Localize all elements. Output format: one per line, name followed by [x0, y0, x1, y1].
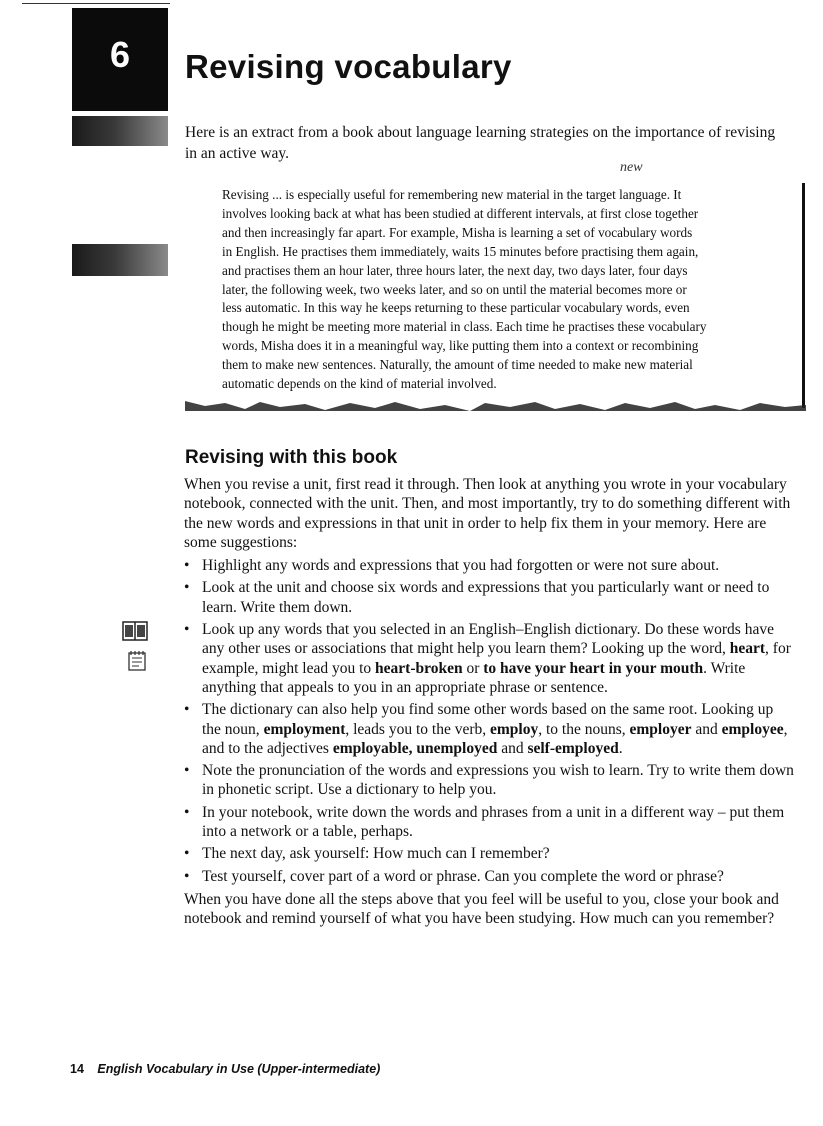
tip-text: . — [618, 739, 623, 757]
tip-text: , for example, might lead you to — [202, 640, 791, 677]
quote-line: Revising ... is especially useful for remembering new material in the target language. It — [222, 187, 682, 202]
page-footer — [70, 1062, 380, 1076]
tip-text: , to the nouns, — [538, 720, 630, 738]
handwritten-note: new — [620, 160, 643, 175]
key-word: employable, unemployed — [332, 739, 498, 757]
list-item — [184, 761, 794, 800]
key-word: employ — [490, 720, 539, 738]
intro-marker-bar — [72, 116, 168, 146]
section-closing: When you have done all the steps above that you feel will be useful to you, close your book and notebook and remind yourself of what you have been studying. How much can you remember? — [184, 890, 779, 928]
tip-text: , leads you to the verb, — [345, 720, 490, 738]
list-item — [184, 556, 794, 575]
quote-line: and practises them an hour later, three hours later, the next day, two days later, four days — [222, 262, 688, 278]
tip-text: In your notebook, write down the words and phrases from a unit in a different way – put them into a network or a table, perhaps. — [202, 803, 785, 841]
tip-text: Look at the unit and choose six words and expressions that you particularly want or need to learn. Write them down. — [202, 579, 770, 616]
torn-edge-divider — [185, 397, 806, 415]
key-word: employee — [721, 720, 784, 738]
key-word: employment — [263, 720, 346, 738]
section-lead: When you revise a unit, first read it through. Then look at anything you wrote in your vocabulary notebook, connected with the unit. Then, and most importantly, try to do something different with the new words and expressions in that unit in order to help fix them in your memory. Here are some suggestions: — [184, 476, 791, 551]
notebook-icon — [126, 650, 148, 672]
tip-text: Test yourself, cover part of a word or phrase. Can you complete the word or phrase? — [202, 867, 724, 885]
list-item — [184, 578, 794, 617]
list-item — [184, 844, 794, 863]
key-word: to have your heart in your mouth — [483, 659, 704, 677]
key-word: employer — [629, 720, 692, 738]
tip-text: and — [497, 739, 528, 757]
key-word: heart-broken — [375, 659, 463, 677]
list-item — [184, 700, 794, 758]
tip-text: The next day, ask yourself: How much can I remember? — [202, 845, 550, 863]
dictionary-icon — [122, 620, 148, 642]
quote-line: though he might be meeting more material in class. Each time he practises these vocabulary — [222, 319, 707, 335]
section-body — [184, 475, 794, 929]
key-word: heart — [729, 640, 766, 658]
list-item — [184, 867, 794, 886]
tip-text: Highlight any words and expressions that you had forgotten or were not sure about. — [202, 557, 720, 575]
tip-text: and — [691, 720, 722, 738]
list-item — [184, 620, 794, 697]
book-title: English Vocabulary in Use (Upper-intermediate) — [97, 1062, 381, 1076]
page-title: Revising vocabulary — [185, 48, 512, 85]
quote-side-rule — [802, 183, 805, 408]
list-item — [184, 803, 794, 842]
section-heading: Revising with this book — [185, 447, 398, 468]
quote-line: words, Misha does it in a meaningful way, like putting them into a context or recombining — [222, 338, 699, 354]
tip-text: Look up any words that you selected in an English–English dictionary. Do these words have any other uses or associations that might help you learn them? Looking up the word, — [202, 621, 774, 658]
top-rule — [22, 3, 170, 4]
suggestion-list — [184, 556, 794, 886]
key-word: self-employed — [527, 739, 619, 757]
unit-number: 6 — [109, 33, 131, 75]
intro-text: Here is an extract from a book about language learning strategies on the importance of revising in an active way. — [185, 124, 776, 162]
quote-extract — [222, 186, 786, 394]
page-number: 14 — [70, 1062, 84, 1076]
tip-text: The dictionary can also help you find some other words based on the same root. Looking up the noun, — [202, 701, 774, 738]
tip-text: , and to the adjectives — [202, 720, 788, 757]
quote-line: and then increasingly far apart. For example, Misha is learning a set of vocabulary words — [222, 224, 693, 240]
tip-text: or — [462, 659, 484, 677]
quote-line: less automatic. In this way he keeps returning to these particular vocabulary words, even — [222, 300, 690, 316]
tip-text: . Write anything that appeals to you in an appropriate phrase or sentence. — [202, 659, 746, 696]
quote-line: involves looking back at what has been studied at different intervals, at first close together — [222, 205, 699, 221]
quote-line: automatic depends on the kind of material involved. — [222, 376, 497, 392]
quote-line: in English. He practises them immediately, waits 15 minutes before practising them again, — [222, 243, 699, 259]
quote-line: later, the following week, two weeks later, and so on until the material becomes more or — [222, 281, 687, 297]
quote-line: them to make new sentences. Naturally, the amount of time needed to make new material — [222, 357, 693, 373]
unit-number-badge — [72, 8, 168, 111]
tip-text: Note the pronunciation of the words and expressions you wish to learn. Try to write them down in phonetic script. Use a dictionary to help you. — [202, 762, 794, 799]
section-marker-bar — [72, 244, 168, 276]
